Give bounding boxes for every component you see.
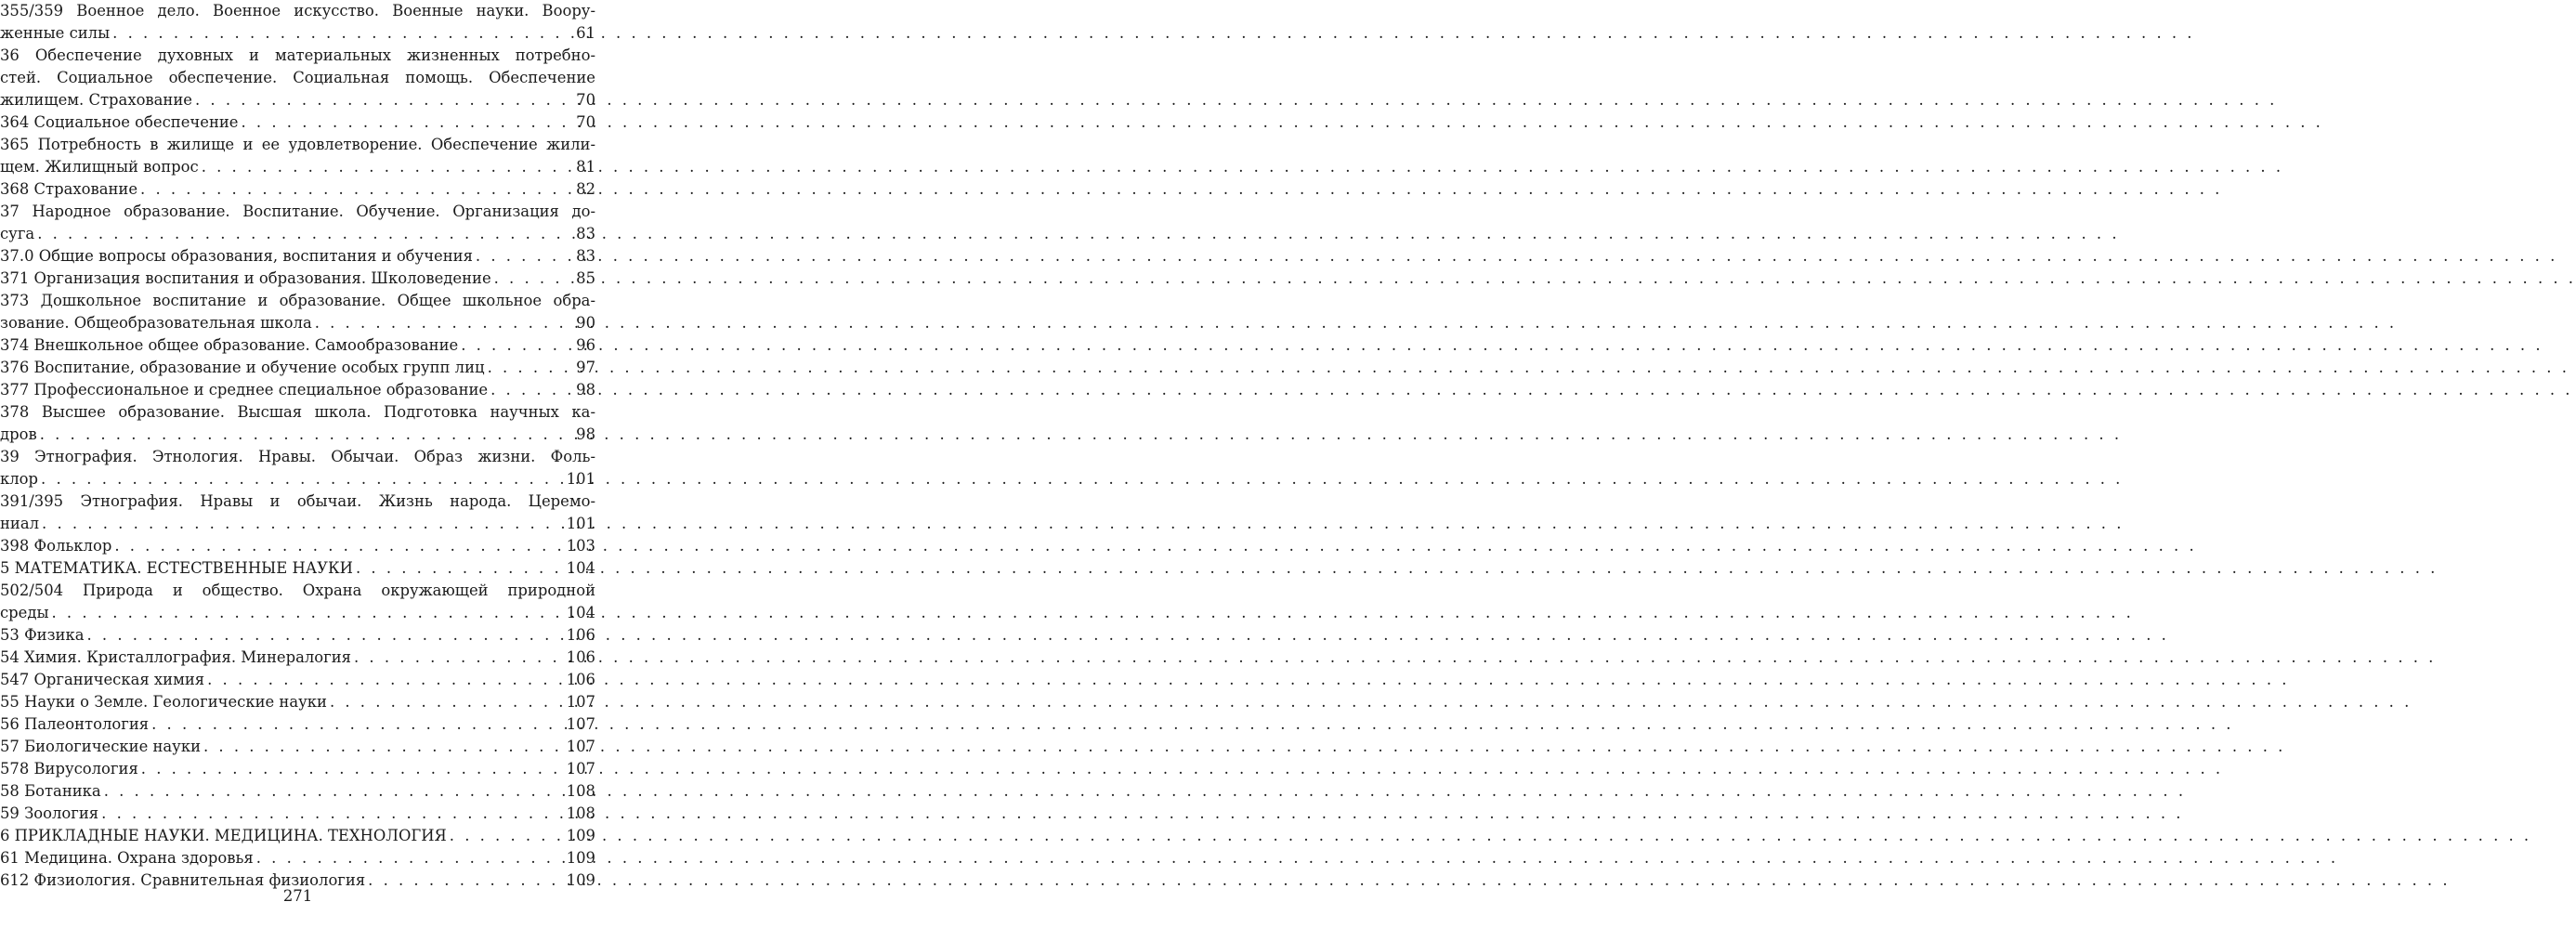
toc-line xyxy=(0,490,595,513)
toc-entry xyxy=(0,758,595,780)
toc-page-number: 107 xyxy=(566,715,595,733)
toc-line xyxy=(0,647,595,669)
toc-entry-text: 59 Зоология xyxy=(0,804,99,822)
dot-leader xyxy=(38,468,567,490)
toc-entry-text: 368 Страхование xyxy=(0,180,138,198)
toc-page-number: 104 xyxy=(566,604,595,621)
toc-page-number: 108 xyxy=(566,782,595,800)
dot-leader xyxy=(192,89,576,111)
toc-entry xyxy=(0,557,595,580)
toc-line xyxy=(0,468,595,490)
toc-entry-text: женные силы xyxy=(0,24,111,42)
page-number: 271 xyxy=(282,887,313,905)
toc-entry-text: 61 Медицина. Охрана здоровья xyxy=(0,849,254,867)
toc-entry-text: щем. Жилищный вопрос xyxy=(0,158,199,176)
toc-line xyxy=(0,312,595,334)
toc-line xyxy=(0,557,595,580)
toc-entry-text: 398 Фольклор xyxy=(0,537,112,555)
toc-line xyxy=(0,22,595,45)
toc-line xyxy=(0,201,595,223)
toc-page-number: 83 xyxy=(576,247,595,265)
toc-entry xyxy=(0,334,595,357)
toc-line xyxy=(0,758,595,780)
toc-line xyxy=(0,780,595,803)
dot-leader xyxy=(137,178,576,201)
toc-entry-text: клор xyxy=(0,470,39,488)
dot-leader xyxy=(458,334,576,357)
toc-line xyxy=(0,134,595,156)
toc-entry xyxy=(0,669,595,691)
toc-entry-text: суга xyxy=(0,225,35,242)
toc-entry-text: 578 Вирусология xyxy=(0,760,138,778)
toc-entry xyxy=(0,580,595,624)
toc-entry xyxy=(0,134,595,178)
toc-entry-text: 55 Науки о Земле. Геологические науки xyxy=(0,693,327,711)
toc-line xyxy=(0,847,595,869)
toc-entry-text: 54 Химия. Кристаллография. Минералогия xyxy=(0,648,352,666)
toc-entry xyxy=(0,713,595,736)
toc-entry xyxy=(0,736,595,758)
toc-page-number: 106 xyxy=(566,626,595,644)
dot-leader xyxy=(485,357,577,379)
toc-page-number: 106 xyxy=(566,648,595,666)
dot-leader xyxy=(98,803,567,825)
toc-entry xyxy=(0,268,595,290)
toc-line xyxy=(0,401,595,424)
toc-entry-text: 355/359 Военное дело. Военное искусство. Военные науки. Воору- xyxy=(0,2,595,20)
toc-entry xyxy=(0,379,595,401)
toc-entry-text: 502/504 Природа и общество. Охрана окружающей природной xyxy=(0,582,595,599)
toc-page-number: 85 xyxy=(576,269,595,287)
dot-leader xyxy=(351,647,567,669)
toc-entry xyxy=(0,178,595,201)
dot-leader xyxy=(149,713,567,736)
toc-page-number: 101 xyxy=(566,470,595,488)
toc-entry xyxy=(0,780,595,803)
toc-line xyxy=(0,268,595,290)
toc-line xyxy=(0,0,595,22)
toc-line xyxy=(0,736,595,758)
dot-leader xyxy=(204,669,567,691)
toc-entry-text: 57 Биологические науки xyxy=(0,738,201,755)
toc-page-number: 96 xyxy=(576,336,595,354)
toc-entry-text: 391/395 Этнография. Нравы и обычаи. Жизнь народа. Церемо- xyxy=(0,492,595,510)
toc-page-number: 70 xyxy=(576,113,595,131)
dot-leader xyxy=(199,156,576,178)
toc-line xyxy=(0,803,595,825)
toc-entry-text: стей. Социальное обеспечение. Социальная помощь. Обеспечение xyxy=(0,69,595,86)
toc-line xyxy=(0,624,595,647)
toc-page-number: 61 xyxy=(576,24,595,42)
toc-page-number: 82 xyxy=(576,180,595,198)
toc-entry-text: 365 Потребность в жилище и ее удовлетворение. Обеспечение жили- xyxy=(0,136,595,153)
toc-entry-text: 376 Воспитание, образование и обучение особых групп лиц xyxy=(0,359,485,376)
toc-page-number: 104 xyxy=(566,559,595,577)
dot-leader xyxy=(101,780,567,803)
toc-entry-text: 6 ПРИКЛАДНЫЕ НАУКИ. МЕДИЦИНА. ТЕХНОЛОГИЯ xyxy=(0,827,447,844)
toc-entry xyxy=(0,201,595,245)
toc-page-number: 83 xyxy=(576,225,595,242)
toc-line xyxy=(0,535,595,557)
toc-entry-text: 5 МАТЕМАТИКА. ЕСТЕСТВЕННЫЕ НАУКИ xyxy=(0,559,353,577)
dot-leader xyxy=(201,736,567,758)
toc-page-number: 106 xyxy=(566,671,595,688)
dot-leader xyxy=(473,245,576,268)
toc-line xyxy=(0,825,595,847)
toc-entry xyxy=(0,45,595,111)
dot-leader xyxy=(49,602,567,624)
dot-leader xyxy=(138,758,567,780)
toc-page-number: 81 xyxy=(576,158,595,176)
toc-line xyxy=(0,379,595,401)
toc-entry-text: 36 Обеспечение духовных и материальных жизненных потребно- xyxy=(0,46,595,64)
toc-entry xyxy=(0,847,595,869)
toc-entry-text: 612 Физиология. Сравнительная физиология xyxy=(0,871,366,889)
toc-page-number: 103 xyxy=(566,537,595,555)
toc-entry xyxy=(0,290,595,334)
toc-line xyxy=(0,691,595,713)
toc-line xyxy=(0,290,595,312)
toc-page-number: 98 xyxy=(576,381,595,399)
toc-entry xyxy=(0,446,595,490)
dot-leader xyxy=(353,557,567,580)
toc-page-number: 108 xyxy=(566,804,595,822)
toc-entry-text: 547 Органическая химия xyxy=(0,671,205,688)
toc-line xyxy=(0,602,595,624)
toc-entry xyxy=(0,803,595,825)
toc-entry xyxy=(0,0,595,45)
toc-entry-text: жилищем. Страхование xyxy=(0,91,192,109)
toc-entry-text: дров xyxy=(0,425,37,443)
toc-line xyxy=(0,334,595,357)
toc-entry-text: 371 Организация воспитания и образования. Школоведение xyxy=(0,269,491,287)
toc-line xyxy=(0,45,595,67)
toc-page-number: 98 xyxy=(576,425,595,443)
toc-entry-text: 53 Физика xyxy=(0,626,85,644)
toc-entry xyxy=(0,490,595,535)
toc-line xyxy=(0,446,595,468)
toc-page-number: 107 xyxy=(566,760,595,778)
toc-entry xyxy=(0,535,595,557)
toc-entry xyxy=(0,111,595,134)
toc-page-number: 109 xyxy=(566,827,595,844)
toc-entry xyxy=(0,691,595,713)
dot-leader xyxy=(491,268,577,290)
dot-leader xyxy=(254,847,567,869)
toc-line xyxy=(0,424,595,446)
toc-line xyxy=(0,357,595,379)
dot-leader xyxy=(312,312,576,334)
dot-leader xyxy=(39,513,567,535)
toc-line xyxy=(0,223,595,245)
dot-leader xyxy=(110,22,576,45)
toc-entry xyxy=(0,245,595,268)
dot-leader xyxy=(239,111,577,134)
dot-leader xyxy=(84,624,566,647)
dot-leader xyxy=(488,379,576,401)
dot-leader xyxy=(111,535,566,557)
toc-entry-text: 58 Ботаника xyxy=(0,782,101,800)
toc-line xyxy=(0,513,595,535)
toc-entry xyxy=(0,647,595,669)
toc-entry-text: 39 Этнография. Этнология. Нравы. Обычаи. Образ жизни. Фоль- xyxy=(0,448,595,465)
toc-entry-text: 364 Социальное обеспечение xyxy=(0,113,239,131)
toc-entry-text: 37 Народное образование. Воспитание. Обучение. Организация до- xyxy=(0,203,595,220)
toc-line xyxy=(0,713,595,736)
toc-entry-text: 37.0 Общие вопросы образования, воспитания и обучения xyxy=(0,247,473,265)
toc-line xyxy=(0,669,595,691)
toc-entry xyxy=(0,624,595,647)
toc-entry-text: 377 Профессиональное и среднее специальное образование xyxy=(0,381,489,399)
toc-line xyxy=(0,67,595,89)
table-of-contents xyxy=(0,0,595,892)
toc-line xyxy=(0,178,595,201)
toc-entry-text: ниал xyxy=(0,515,40,532)
dot-leader xyxy=(37,424,576,446)
toc-entry-text: 56 Палеонтология xyxy=(0,715,150,733)
toc-entry-text: среды xyxy=(0,604,49,621)
dot-leader xyxy=(447,825,567,847)
toc-line xyxy=(0,580,595,602)
dot-leader xyxy=(327,691,567,713)
toc-entry xyxy=(0,357,595,379)
toc-line xyxy=(0,111,595,134)
toc-entry-text: зование. Общеобразовательная школа xyxy=(0,314,312,332)
toc-entry-text: 378 Высшее образование. Высшая школа. Подготовка научных ка- xyxy=(0,403,595,421)
toc-entry-text: 373 Дошкольное воспитание и образование. Общее школьное обра- xyxy=(0,292,595,309)
toc-page-number: 107 xyxy=(566,738,595,755)
toc-page-number: 107 xyxy=(566,693,595,711)
dot-leader xyxy=(34,223,576,245)
toc-entry-text: 374 Внешкольное общее образование. Самообразование xyxy=(0,336,459,354)
toc-page-number: 109 xyxy=(566,849,595,867)
toc-page-number: 109 xyxy=(566,871,595,889)
toc-page-number: 70 xyxy=(576,91,595,109)
toc-page-number: 97 xyxy=(576,359,595,376)
toc-line xyxy=(0,156,595,178)
toc-line xyxy=(0,89,595,111)
toc-page-number: 101 xyxy=(566,515,595,532)
toc-entry xyxy=(0,825,595,847)
toc-entry xyxy=(0,401,595,446)
toc-page-number: 90 xyxy=(576,314,595,332)
toc-line xyxy=(0,245,595,268)
